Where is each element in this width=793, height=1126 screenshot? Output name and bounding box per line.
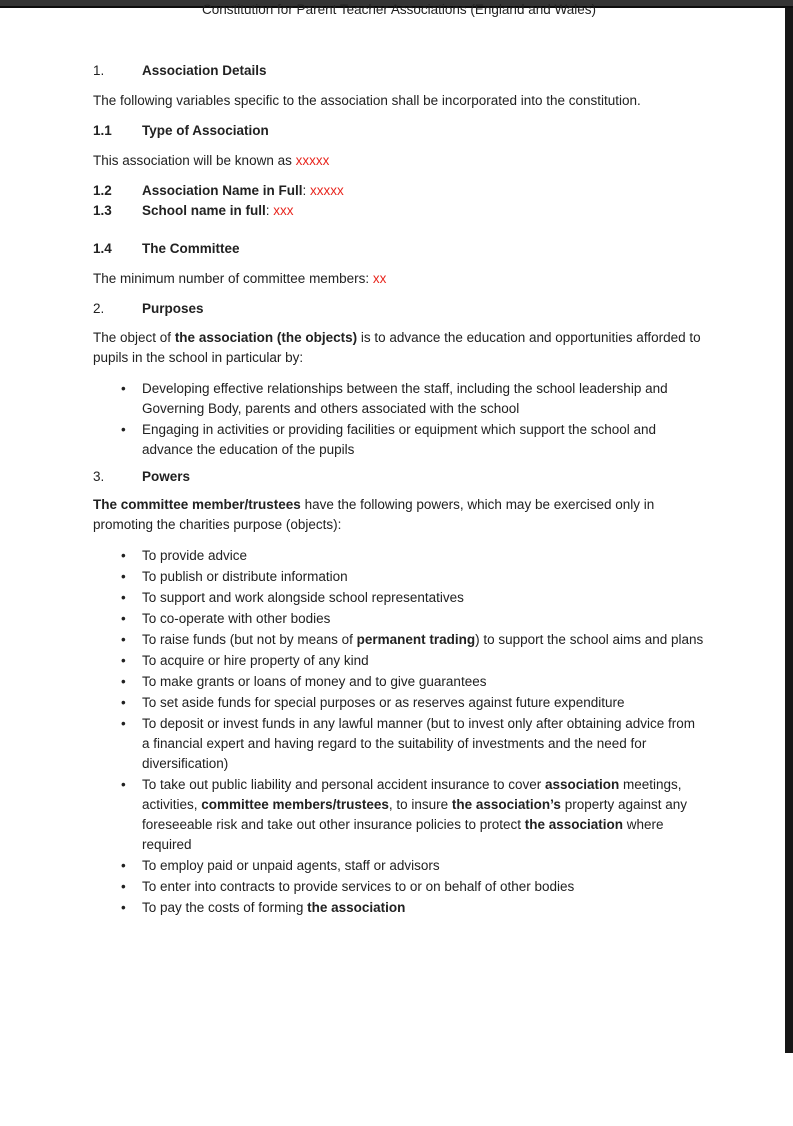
text-run: To make grants or loans of money and to give guarantees	[142, 674, 487, 689]
paragraph-association-known-as	[93, 151, 705, 171]
placeholder-value: xxxxx	[310, 183, 344, 198]
purposes-list	[93, 379, 705, 460]
text-run: To pay the costs of forming	[142, 900, 308, 915]
list-item	[93, 898, 705, 918]
list-item	[93, 546, 705, 566]
section-heading-1-4	[93, 239, 705, 259]
section-line	[142, 181, 344, 201]
document-title: Constitution for Parent Teacher Associations (England and Wales)	[202, 2, 596, 17]
list-item	[93, 379, 705, 419]
section-label: Association Details	[142, 63, 267, 78]
bullet-icon: •	[121, 716, 126, 731]
list-item-text	[142, 858, 440, 873]
bullet-icon: •	[121, 569, 126, 584]
bullet-icon: •	[121, 632, 126, 647]
bold-run: the association	[524, 817, 624, 832]
bold-run: the association	[307, 900, 406, 915]
list-item-text	[142, 674, 486, 689]
section-number: 1.1	[93, 123, 112, 138]
section-heading-1-1	[93, 121, 705, 141]
paragraph-powers-intro	[93, 495, 705, 535]
bullet-icon: •	[121, 695, 126, 710]
powers-list	[93, 546, 705, 918]
bullet-icon: •	[121, 858, 126, 873]
text-run: To support and work alongside school representatives	[142, 590, 464, 605]
section-label: Association Name in Full	[142, 183, 303, 198]
list-item	[93, 609, 705, 629]
list-item-text	[142, 569, 348, 584]
text-run: To set aside funds for special purposes or as reserves against future expenditure	[142, 695, 625, 710]
section-number: 1.	[93, 63, 105, 78]
text-run: To co-operate with other bodies	[142, 611, 331, 626]
section-number: 1.4	[93, 241, 112, 256]
list-item	[93, 588, 705, 608]
list-item	[93, 630, 705, 650]
text-run: To take out public liability and personal accident insurance to cover	[142, 777, 545, 792]
list-item-text	[142, 716, 695, 771]
list-item-text	[142, 611, 330, 626]
list-item	[93, 420, 705, 460]
text-run: To deposit or invest funds in any lawful manner (but to invest only after obtaining advice from a financial expert and having regard to the suitability of investments and the need for diversification)	[142, 716, 696, 771]
paragraph-minimum-members	[93, 269, 705, 289]
list-item-text	[142, 381, 668, 416]
list-item	[93, 651, 705, 671]
text-run: Developing effective relationships between the staff, including the school leadership and Governing Body, parents and others associated with the school	[142, 381, 668, 416]
text-run: To raise funds (but not by means of	[142, 632, 357, 647]
section-line	[142, 201, 294, 221]
paragraph-purposes-intro	[93, 328, 705, 368]
document-page	[93, 0, 705, 919]
list-item-text	[142, 590, 464, 605]
section-number: 3.	[93, 469, 105, 484]
paragraph-s1-intro: The following variables specific to the association shall be incorporated into the constitution.	[93, 93, 641, 108]
bold-run: The committee member/trustees	[93, 497, 301, 512]
list-item	[93, 856, 705, 876]
section-heading-1	[93, 61, 705, 81]
text-run: The object of	[93, 330, 175, 345]
section-label: Type of Association	[142, 123, 269, 138]
text-run: This association will be known as	[93, 153, 296, 168]
section-label: School name in full	[142, 203, 266, 218]
section-label: The Committee	[142, 241, 240, 256]
text-run: where required	[142, 817, 664, 852]
bold-run: committee members/trustees	[201, 797, 389, 812]
text-run: meetings, activities,	[142, 777, 682, 812]
separator: :	[302, 183, 311, 198]
section-heading-1-2	[93, 181, 705, 201]
section-heading-2	[93, 299, 705, 319]
section-heading-1-3	[93, 201, 705, 221]
text-run: is to advance the education and opportunities afforded to pupils in the school in particular by:	[93, 330, 701, 365]
list-item-text	[142, 422, 656, 457]
bold-run: permanent trading	[356, 632, 476, 647]
list-item-text	[142, 548, 247, 563]
bullet-icon: •	[121, 611, 126, 626]
list-item-text	[142, 653, 369, 668]
bullet-icon: •	[121, 777, 126, 792]
list-item-text	[142, 879, 574, 894]
list-item-text	[142, 900, 405, 915]
bold-run: the association (the objects)	[174, 330, 358, 345]
text-run: have the following powers, which may be exercised only in promoting the charities purpose (objects):	[93, 497, 655, 532]
list-item-text	[142, 777, 687, 852]
text-run: Engaging in activities or providing facilities or equipment which support the school and advance the education of the pupils	[142, 422, 657, 457]
text-run: , to insure	[388, 797, 452, 812]
placeholder-value: xxxxx	[295, 153, 330, 168]
placeholder-value: xx	[372, 271, 387, 286]
separator: :	[265, 203, 274, 218]
text-run: To employ paid or unpaid agents, staff or advisors	[142, 858, 440, 873]
bullet-icon: •	[121, 548, 126, 563]
section-number: 1.3	[93, 203, 112, 218]
placeholder-value: xxx	[273, 203, 294, 218]
bullet-icon: •	[121, 590, 126, 605]
text-run: To publish or distribute information	[142, 569, 348, 584]
list-item	[93, 693, 705, 713]
list-item	[93, 714, 705, 774]
bullet-icon: •	[121, 422, 126, 437]
text-run: To acquire or hire property of any kind	[142, 653, 369, 668]
bold-run: the association’s	[451, 797, 561, 812]
list-item-text	[142, 632, 703, 647]
bullet-icon: •	[121, 900, 126, 915]
list-item-text	[142, 695, 625, 710]
section-number: 1.2	[93, 183, 112, 198]
window-right-edge	[785, 8, 793, 1053]
bullet-icon: •	[121, 879, 126, 894]
text-run: ) to support the school aims and plans	[475, 632, 704, 647]
text-run: To enter into contracts to provide services to or on behalf of other bodies	[142, 879, 575, 894]
bullet-icon: •	[121, 653, 126, 668]
text-run: The minimum number of committee members:	[93, 271, 373, 286]
text-run: To provide advice	[142, 548, 248, 563]
list-item	[93, 672, 705, 692]
text-run: property against any foreseeable risk and take out other insurance policies to protect	[142, 797, 688, 832]
list-item	[93, 567, 705, 587]
section-heading-3	[93, 467, 705, 487]
section-label: Purposes	[142, 301, 204, 316]
list-item	[93, 877, 705, 897]
list-item	[93, 775, 705, 855]
section-label: Powers	[142, 469, 191, 484]
section-number: 2.	[93, 301, 105, 316]
bullet-icon: •	[121, 674, 126, 689]
bullet-icon: •	[121, 381, 126, 396]
bold-run: association	[544, 777, 620, 792]
